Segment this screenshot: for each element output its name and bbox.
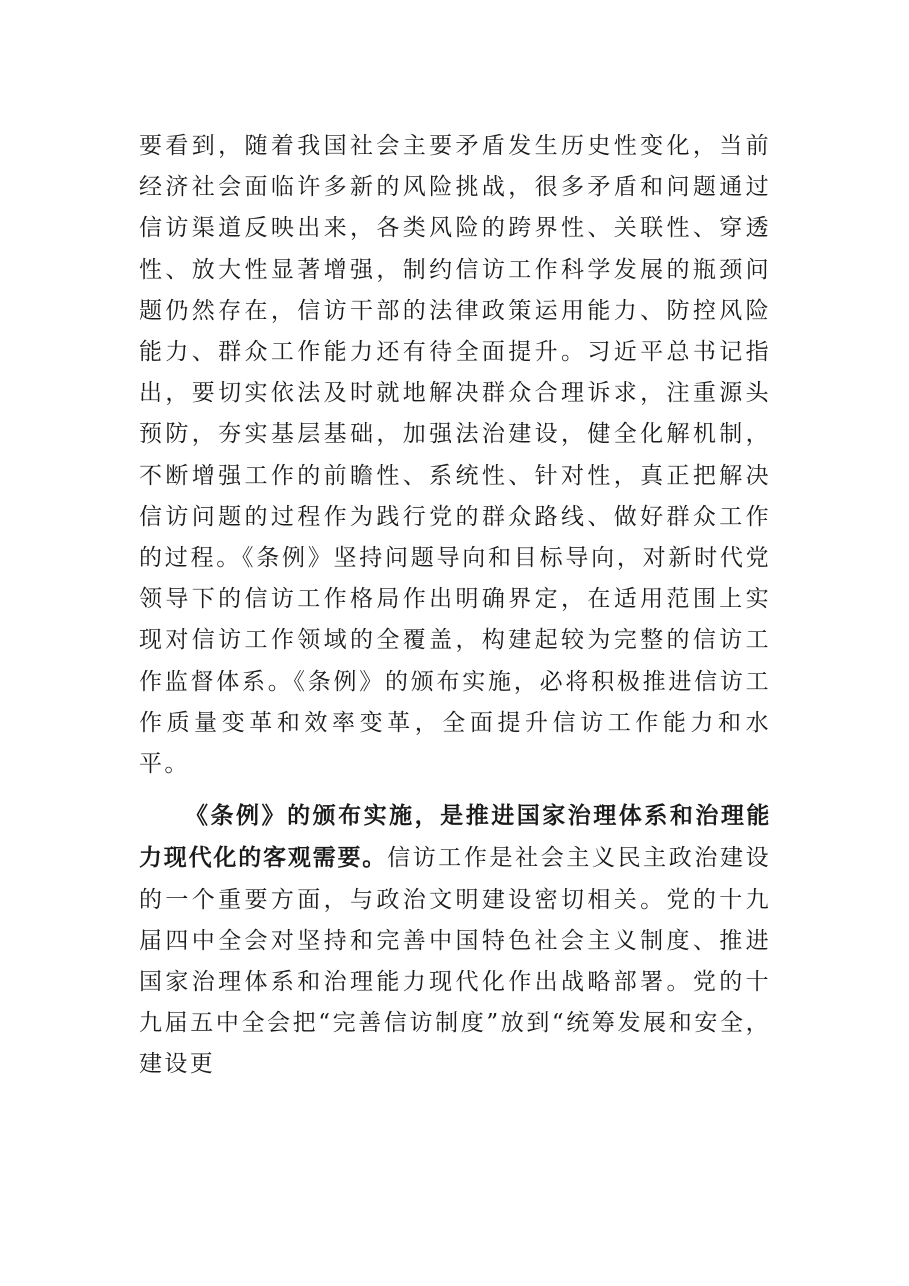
- document-body: [139, 126, 771, 1086]
- paragraph-bold-lead: 《条例》的颁布实施，是推进国家治理体系和治理能力现代化的客观需要。: [139, 802, 771, 872]
- paragraph-text: 信访工作是社会主义民主政治建设的一个重要方面，与政治文明建设密切相关。党的十九届四中全会对坚持和完善中国特色社会主义制度、推进国家治理体系和治理能力现代化作出战略部署。党的十九届五中全会把“完善信访制度”放到“统筹发展和安全，建设更: [139, 845, 772, 1078]
- paragraph-governance-modernization: [139, 795, 771, 1085]
- paragraph-text: 要看到，随着我国社会主要矛盾发生历史性变化，当前经济社会面临许多新的风险挑战，很多矛盾和问题通过信访渠道反映出来，各类风险的跨界性、关联性、穿透性、放大性显著增强，制约信访工作科学发展的瓶颈问题仍然存在，信访干部的法律政策运用能力、防控风险能力、群众工作能力还有待全面提升。习近平总书记指出，要切实依法及时就地解决群众合理诉求，注重源头预防，夯实基层基础，加强法治建设，健全化解机制，不断增强工作的前瞻性、系统性、针对性，真正把解决信访问题的过程作为践行党的群众路线、做好群众工作的过程。《条例》坚持问题导向和目标导向，对新时代党领导下的信访工作格局作出明确界定，在适用范围上实现对信访工作领域的全覆盖，构建起较为完整的信访工作监督体系。《条例》的颁布实施，必将积极推进信访工作质量变革和效率变革，全面提升信访工作能力和水平。: [139, 133, 771, 778]
- paragraph-risk-challenges: [139, 126, 771, 785]
